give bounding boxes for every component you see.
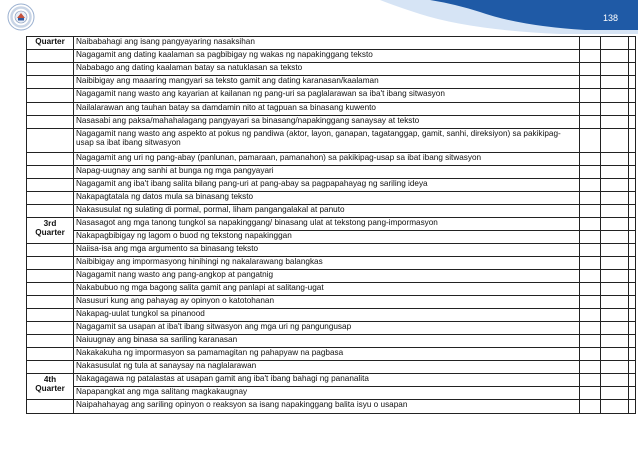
table-row [27, 37, 636, 50]
competency-text: Naiuugnay ang binasa sa sariling karanasan [74, 335, 580, 348]
competency-text: Nakagagawa ng patalastas at usapan gamit ang iba't ibang bahagi ng pananalita [74, 374, 580, 387]
competency-text: Nagagamit ang iba't ibang salita bilang pang-uri at pang-abay sa pagpapahayag ng sariling ideya [74, 179, 580, 192]
quarter-label: 3rd Quarter [27, 218, 74, 244]
competency-text: Napapangkat ang mga salitang magkakaugnay [74, 387, 580, 400]
competency-table [26, 36, 636, 414]
table-row [27, 116, 636, 129]
competency-text: Naibibigay ang maaaring mangyari sa teksto gamit ang dating karanasan/kaalaman [74, 76, 580, 89]
competency-text: Nasasabi ang paksa/mahahalagang pangyayari sa binasang/napakinggang sanaysay at teksto [74, 116, 580, 129]
competency-text: Nakapagbibigay ng lagom o buod ng tekstong napakinggan [74, 231, 580, 244]
table-row [27, 348, 636, 361]
table-row [27, 166, 636, 179]
page-header-band [0, 0, 638, 36]
table-row [27, 179, 636, 192]
competency-text: Napag-uugnay ang sanhi at bunga ng mga pangyayari [74, 166, 580, 179]
competency-text: Naibabahagi ang isang pangyayaring nasaksihan [74, 37, 580, 50]
competency-text: Nakabubuo ng mga bagong salita gamit ang panlapi at salitang-ugat [74, 283, 580, 296]
competency-text: Nagagamit ang dating kaalaman sa pagbibigay ng wakas ng napakinggang teksto [74, 50, 580, 63]
table-row [27, 257, 636, 270]
competency-text: Naibibigay ang impormasyong hinihingi ng nakalarawang balangkas [74, 257, 580, 270]
competency-text: Nagagamit nang wasto ang kayarian at kailanan ng pang-uri sa paglalarawan sa iba't ibang sitwasyon [74, 89, 580, 103]
competency-text: Nagagamit nang wasto ang aspekto at pokus ng pandiwa (aktor, layon, ganapan, tagatanggap, gamit, sanhi, direksiyon) sa pakikipag-usap sa ibat ibang sitwasyon [74, 129, 580, 153]
table-row [27, 218, 636, 231]
competency-text: Nagagamit ang uri ng pang-abay (panlunan, pamaraan, pamanahon) sa pakikipag-usap sa ibat ibang sitwasyon [74, 153, 580, 166]
quarter-label: Quarter [27, 37, 74, 50]
competency-text: Nasasagot ang mga tanong tungkol sa napakinggang/ binasang ulat at tekstong pang-impormasyon [74, 218, 580, 231]
table-row [27, 374, 636, 387]
page-number: 138 [602, 13, 618, 23]
table-row [27, 296, 636, 309]
competency-text: Nagagamit sa usapan at iba't ibang sitwasyon ang mga uri ng pangungusap [74, 322, 580, 335]
competency-text: Naipahahayag ang sariling opinyon o reaksyon sa isang napakinggang balita isyu o usapan [74, 400, 580, 414]
competency-text: Nababago ang dating kaalaman batay sa natuklasan sa teksto [74, 63, 580, 76]
table-row [27, 244, 636, 257]
deped-seal-icon [7, 3, 35, 31]
table-row [27, 192, 636, 205]
header-swoosh [0, 0, 638, 36]
table-row [27, 153, 636, 166]
competency-text: Nakakakuha ng impormasyon sa pamamagitan ng pahapyaw na pagbasa [74, 348, 580, 361]
table-row [27, 205, 636, 218]
table-row [27, 387, 636, 400]
quarter-label: 4th Quarter [27, 374, 74, 400]
table-row [27, 231, 636, 244]
table-row [27, 50, 636, 63]
table-row [27, 76, 636, 89]
table-row [27, 283, 636, 296]
table-row [27, 129, 636, 153]
competency-text: Nailalarawan ang tauhan batay sa damdamin nito at tagpuan sa binasang kuwento [74, 103, 580, 116]
table-row [27, 89, 636, 103]
table-row [27, 309, 636, 322]
competency-text: Nakasusulat ng tula at sanaysay na naglalarawan [74, 361, 580, 374]
competency-text: Nasusuri kung ang pahayag ay opinyon o katotohanan [74, 296, 580, 309]
competency-text: Nagagamit nang wasto ang pang-angkop at pangatnig [74, 270, 580, 283]
competency-text: Naiisa-isa ang mga argumento sa binasang teksto [74, 244, 580, 257]
competency-text: Nakapag-uulat tungkol sa pinanood [74, 309, 580, 322]
table-row [27, 361, 636, 374]
table-row [27, 400, 636, 414]
table-row [27, 270, 636, 283]
table-row [27, 322, 636, 335]
competency-text: Nakasusulat ng sulating di pormal, pormal, liham pangangalakal at panuto [74, 205, 580, 218]
competency-text: Nakapagtatala ng datos mula sa binasang teksto [74, 192, 580, 205]
table-row [27, 335, 636, 348]
table-row [27, 103, 636, 116]
table-row [27, 63, 636, 76]
